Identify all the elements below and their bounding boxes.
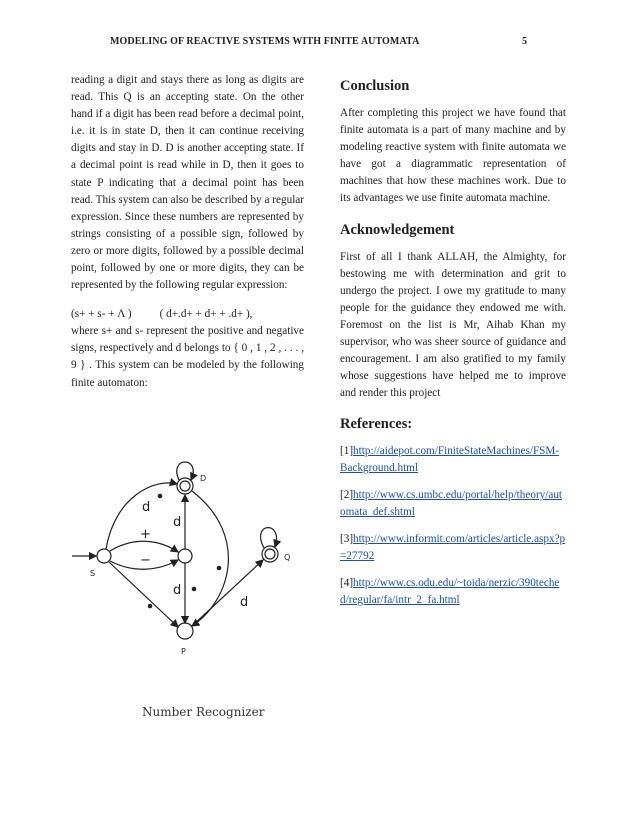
formula-explanation: where s+ and s- represent the positive and negative signs, respectively and d belongs to { 0 , 1 , 2 , . . . , 9 } . This system can be modeled by the following finite automaton:	[71, 325, 304, 389]
state-label-s: S	[90, 569, 96, 578]
references-heading: References:	[340, 416, 413, 433]
conclusion-heading: Conclusion	[340, 78, 410, 94]
conclusion-section	[340, 78, 566, 208]
acknowledgement-heading: Acknowledgement	[340, 221, 455, 238]
page-number: 5	[522, 36, 527, 47]
state-d	[177, 478, 193, 494]
state-s	[97, 549, 111, 563]
edge-label-minus: −	[140, 553, 151, 568]
reference-item: [4]http://www.cs.odu.edu/~toida/nerzic/390teched/regular/fa/intr_2_fa.html	[340, 577, 560, 607]
running-title: MODELING OF REACTIVE SYSTEMS WITH FINITE AUTOMATA	[110, 36, 420, 47]
body-paragraph: reading a digit and stays there as long as digits are read. This Q is an accepting state. On the other hand if a digit has been read before a decimal point, i.e. it is in state D, then it can continue receiving digits and stay in D. D is another accepting state. If a decimal point is read while in D, then it goes to state P indicating that a decimal point has been read. This system can also be described by a regular expression. Since these numbers are represented by strings consisting of a possible sign, followed by zero or more digits, followed by a possible decimal point, followed by one or more digits, they can be represented by the following regular expression:	[71, 74, 304, 292]
state-label-q: Q	[284, 553, 291, 562]
formula-digit-part: ( d+.d+ + d+ + .d+ ),	[159, 308, 253, 321]
state-p	[177, 623, 193, 639]
edge-label-plus: +	[140, 527, 151, 542]
edge-label-d: d	[240, 595, 249, 610]
edge-label-d: d	[142, 500, 151, 515]
state-label-d: D	[200, 474, 207, 483]
acknowledgement-section	[340, 222, 566, 403]
reference-link[interactable]: http://www.cs.odu.edu/~toida/nerzic/390teched/regular/fa/intr_2_fa.html	[340, 577, 560, 607]
figure-caption: Number Recognizer	[142, 705, 265, 719]
reference-link[interactable]: http://www.cs.umbc.edu/portal/help/theory/automata_def.shtml	[340, 489, 563, 519]
left-column	[71, 72, 304, 392]
reference-item: [1]http://aidepot.com/FiniteStateMachines/FSM-Background.html	[340, 445, 560, 475]
acknowledgement-text: First of all I thank ALLAH, the Almighty, for bestowing me with determination and grit to undergo the project. I owe my gratitude to many people for the guidance they endowed me with. Foremost on the list is Mr, Aihab Khan my supervisor, who was sheer source of guidance and encouragement. I am also gratified to my family whose suggestions have helped me to improve and render this project	[340, 250, 566, 400]
number-recognizer-diagram	[70, 436, 310, 726]
right-column	[340, 78, 566, 623]
reference-link[interactable]: http://www.informit.com/articles/article.aspx?p=27792	[340, 533, 566, 563]
reference-item: [3]http://www.informit.com/articles/article.aspx?p=27792	[340, 533, 566, 563]
references-section	[340, 416, 566, 609]
edge-label-d: d	[173, 515, 182, 530]
regular-expression	[71, 306, 304, 323]
conclusion-text: After completing this project we have found that finite automata is a part of many machine and by modeling reactive system with finite automata we have got a diagrammatic representation of machines that how these machines work. Due to its advantages we use finite automata machine.	[340, 107, 566, 205]
reference-link[interactable]: http://aidepot.com/FiniteStateMachines/FSM-Background.html	[340, 445, 560, 475]
reference-item: [2]http://www.cs.umbc.edu/portal/help/theory/automata_def.shtml	[340, 489, 563, 519]
formula-sign-part: (s+ + s- + Λ )	[71, 308, 132, 321]
state-label-p: P	[181, 647, 186, 656]
state-middle	[178, 549, 192, 563]
edge-label-d: d	[173, 583, 182, 598]
